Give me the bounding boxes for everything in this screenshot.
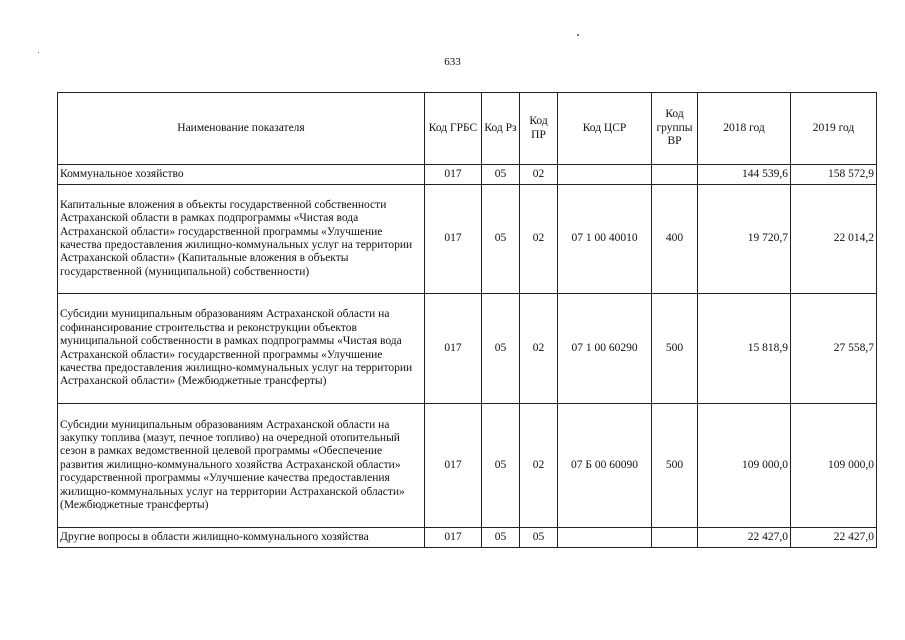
row-pr: 02 bbox=[520, 294, 558, 404]
header-csr: Код ЦСР bbox=[558, 93, 652, 165]
row-2019: 109 000,0 bbox=[791, 404, 877, 528]
row-name: Коммунальное хозяйство bbox=[58, 165, 425, 185]
row-2018: 22 427,0 bbox=[698, 528, 791, 548]
row-2019: 22 427,0 bbox=[791, 528, 877, 548]
row-vr: 400 bbox=[652, 185, 698, 294]
scan-speck bbox=[577, 34, 579, 36]
header-name: Наименование показателя bbox=[58, 93, 425, 165]
row-vr bbox=[652, 528, 698, 548]
table-row bbox=[58, 404, 877, 528]
row-2019: 158 572,9 bbox=[791, 165, 877, 185]
row-name: Другие вопросы в области жилищно-коммунального хозяйства bbox=[58, 528, 425, 548]
row-2018: 144 539,6 bbox=[698, 165, 791, 185]
page-number: 633 bbox=[444, 56, 461, 68]
table-row bbox=[58, 294, 877, 404]
row-rz: 05 bbox=[482, 528, 520, 548]
row-grbs: 017 bbox=[425, 165, 482, 185]
row-csr: 07 1 00 60290 bbox=[558, 294, 652, 404]
budget-table bbox=[57, 92, 877, 548]
row-name: Субсидии муниципальным образованиям Астраханской области на закупку топлива (мазут, печное топливо) на очередной отопительный сезон в рамках ведомственной целевой программы «Обеспечение развития жилищно-коммунального хозяйства Астраханской области» государственной программы «Улучшение качества предоставления жилищно-коммунальных услуг на территории Астраханской области» (Межбюджетные трансферты) bbox=[58, 404, 425, 528]
row-pr: 02 bbox=[520, 404, 558, 528]
table-row bbox=[58, 165, 877, 185]
scan-speck bbox=[38, 52, 39, 53]
header-2018: 2018 год bbox=[698, 93, 791, 165]
table-row bbox=[58, 528, 877, 548]
row-vr bbox=[652, 165, 698, 185]
row-2019: 22 014,2 bbox=[791, 185, 877, 294]
row-grbs: 017 bbox=[425, 528, 482, 548]
header-pr: Код ПР bbox=[520, 93, 558, 165]
row-vr: 500 bbox=[652, 294, 698, 404]
row-grbs: 017 bbox=[425, 185, 482, 294]
header-2019: 2019 год bbox=[791, 93, 877, 165]
row-pr: 02 bbox=[520, 185, 558, 294]
row-2019: 27 558,7 bbox=[791, 294, 877, 404]
header-vr: Код группы ВР bbox=[652, 93, 698, 165]
header-grbs: Код ГРБС bbox=[425, 93, 482, 165]
row-name: Субсидии муниципальным образованиям Астраханской области на софинансирование строительства и реконструкции объектов муниципальной собственности в рамках подпрограммы «Чистая вода Астраханской области» государственной программы «Улучшение качества предоставления жилищно-коммунальных услуг на территории Астраханской области» (Межбюджетные трансферты) bbox=[58, 294, 425, 404]
row-rz: 05 bbox=[482, 185, 520, 294]
row-2018: 109 000,0 bbox=[698, 404, 791, 528]
row-csr bbox=[558, 528, 652, 548]
row-rz: 05 bbox=[482, 294, 520, 404]
row-rz: 05 bbox=[482, 404, 520, 528]
row-pr: 05 bbox=[520, 528, 558, 548]
row-vr: 500 bbox=[652, 404, 698, 528]
header-rz: Код Рз bbox=[482, 93, 520, 165]
table-row bbox=[58, 185, 877, 294]
row-name: Капитальные вложения в объекты государственной собственности Астраханской области в рамках подпрограммы «Чистая вода Астраханской области» государственной программы «Улучшение качества предоставления жилищно-коммунальных услуг на территории Астраханской области» (Капитальные вложения в объекты государственной (муниципальной) собственности) bbox=[58, 185, 425, 294]
row-grbs: 017 bbox=[425, 404, 482, 528]
row-csr bbox=[558, 165, 652, 185]
row-2018: 15 818,9 bbox=[698, 294, 791, 404]
row-csr: 07 Б 00 60090 bbox=[558, 404, 652, 528]
row-csr: 07 1 00 40010 bbox=[558, 185, 652, 294]
table-header-row bbox=[58, 93, 877, 165]
row-grbs: 017 bbox=[425, 294, 482, 404]
row-rz: 05 bbox=[482, 165, 520, 185]
row-pr: 02 bbox=[520, 165, 558, 185]
row-2018: 19 720,7 bbox=[698, 185, 791, 294]
